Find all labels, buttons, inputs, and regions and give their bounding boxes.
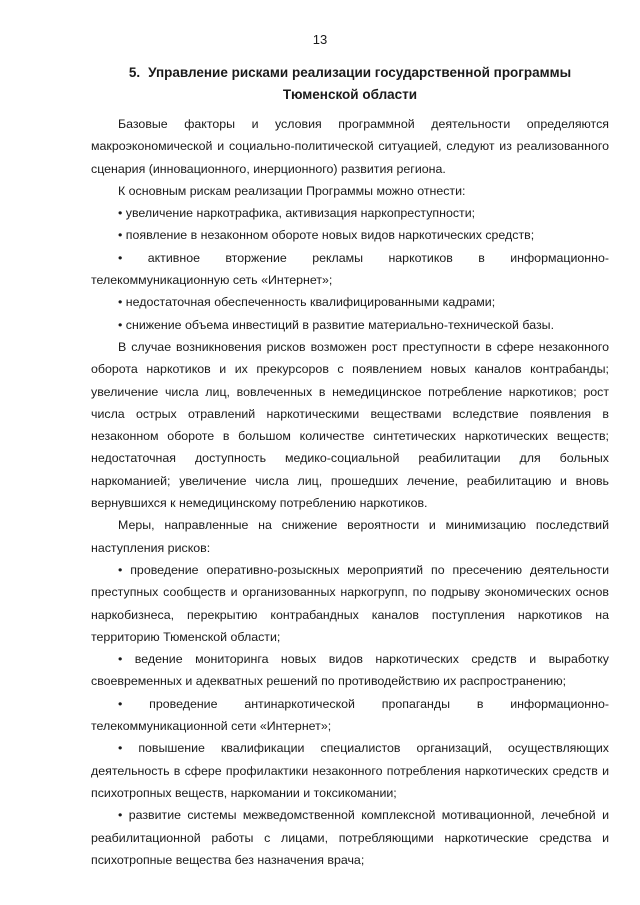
intro-paragraph: Базовые факторы и условия программной деятельности определяются макроэкономической и социально-политической ситуацией, следуют из реализованного сценария (инновационного, инерционного) развития региона. <box>91 117 609 176</box>
measure-item: • проведение оперативно-розыскных мероприятий по пресечению деятельности преступных сообществ и организованных наркогрупп, по подрыву экономических основ наркобизнеса, перекрытию контрабандных каналов поступления наркотиков на территорию Тюменской области; <box>91 562 609 644</box>
section-title-line-2: Тюменской области <box>282 87 418 102</box>
section-title-line-1: Управление рисками реализации государственной программы <box>148 65 572 80</box>
risk-item: • снижение объема инвестиций в развитие материально-технической базы. <box>118 317 555 332</box>
measure-item: • проведение антинаркотической пропаганды в информационно-телекоммуникационной сети «Интернет»; <box>91 696 609 734</box>
risks-intro: К основным рискам реализации Программы можно отнести: <box>118 183 466 198</box>
page-number: 13 <box>312 32 328 47</box>
measure-item: • развитие системы межведомственной комплексной мотивационной, лечебной и реабилитационной работы с лицами, потребляющими наркотические средства и психотропные вещества без назначения врача; <box>91 808 609 867</box>
risk-item: • активное вторжение рекламы наркотиков в информационно-телекоммуникационную сеть «Интернет»; <box>91 250 609 288</box>
measures-intro: Меры, направленные на снижение вероятности и минимизацию последствий наступления рисков: <box>91 518 609 555</box>
risk-item: • увеличение наркотрафика, активизация наркопреступности; <box>118 206 476 221</box>
consequences-paragraph: В случае возникновения рисков возможен рост преступности в сфере незаконного оборота наркотиков и их прекурсоров с появлением новых каналов контрабанды; увеличение числа лиц, вовлеченных в немедицинское потребление наркотиков; рост числа острых отравлений наркотическими веществами вследствие появления в незаконном обороте в большом количестве синтетических наркотических веществ; недостаточная доступность медико-социальной реабилитации для больных наркоманией; увеличение числа лиц, прошедших лечение, реабилитацию и вновь вернувшихся к немедицинскому потреблению наркотиков. <box>91 339 609 511</box>
page-content <box>91 62 609 871</box>
measure-item: • ведение мониторинга новых видов наркотических средств и выработку своевременных и адекватных решений по противодействию их распространению; <box>91 652 609 689</box>
risk-item: • недостаточная обеспеченность квалифицированными кадрами; <box>118 295 496 310</box>
section-heading-line-1 <box>91 62 609 84</box>
measure-item: • повышение квалификации специалистов организаций, осуществляющих деятельность в сфере профилактики незаконного потребления наркотических средств и психотропных веществ, наркомании и токсикомании; <box>91 741 609 800</box>
section-number: 5. <box>128 65 141 80</box>
section-heading <box>91 62 609 106</box>
risk-item: • появление в незаконном обороте новых видов наркотических средств; <box>118 228 535 243</box>
